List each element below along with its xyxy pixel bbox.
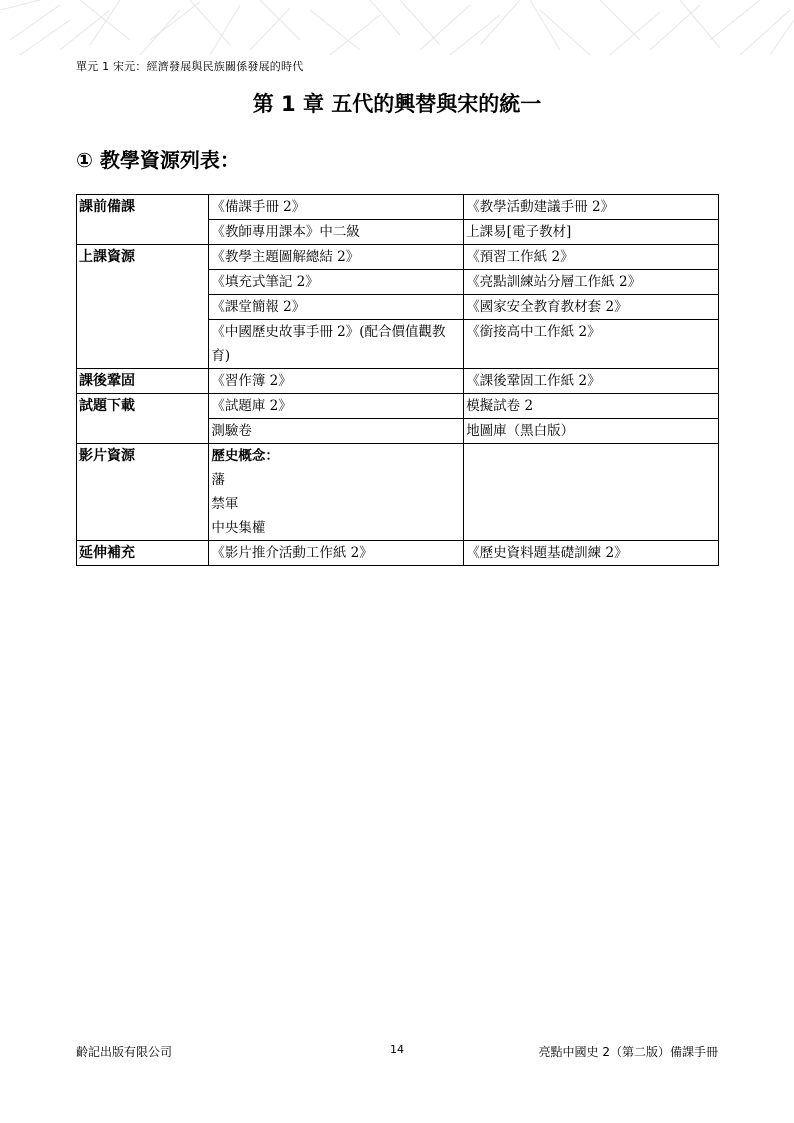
resource-cell: 《備課手冊 2》 (209, 195, 464, 220)
category-cell: 延伸補充 (77, 541, 209, 566)
table-row (77, 444, 719, 541)
unit-header: 單元 1 宋元：經濟發展與民族關係發展的時代 (76, 60, 304, 73)
resource-cell: 《中國歷史故事手冊 2》(配合價值觀教育) (209, 320, 464, 369)
resource-cell: 《銜接高中工作紙 2》 (464, 320, 719, 369)
concept-cell (209, 444, 464, 541)
resource-cell: 模擬試卷 2 (464, 394, 719, 419)
resource-cell: 《試題庫 2》 (209, 394, 464, 419)
concept-heading: 歷史概念： (211, 448, 279, 464)
footer-publisher: 齡記出版有限公司 (76, 1045, 173, 1059)
resource-cell: 《課後鞏固工作紙 2》 (464, 369, 719, 394)
concept-item: 藩 (211, 472, 225, 488)
resource-cell: 《課堂簡報 2》 (209, 295, 464, 320)
resource-cell: 《影片推介活動工作紙 2》 (209, 541, 464, 566)
concept-item: 禁軍 (211, 496, 239, 512)
footer-book-title: 亮點中國史 2（第二版）備課手冊 (538, 1045, 718, 1059)
resource-cell: 《預習工作紙 2》 (464, 245, 719, 270)
header-decoration (0, 0, 794, 60)
table-row (77, 245, 719, 270)
resource-cell: 地圖庫（黑白版） (464, 419, 719, 444)
resource-cell: 《國家安全教育教材套 2》 (464, 295, 719, 320)
category-cell: 上課資源 (77, 245, 209, 369)
page-number: 14 (390, 1043, 404, 1056)
category-cell: 課前備課 (77, 195, 209, 245)
concept-item: 中央集權 (211, 520, 266, 536)
category-cell: 課後鞏固 (77, 369, 209, 394)
table-row (77, 541, 719, 566)
resource-cell: 《填充式筆記 2》 (209, 270, 464, 295)
resource-table (76, 194, 719, 566)
table-row (77, 394, 719, 419)
resource-cell: 測驗卷 (209, 419, 464, 444)
section-title: ① 教學資源列表： (76, 148, 240, 172)
empty-cell (464, 444, 719, 541)
table-row (77, 369, 719, 394)
category-cell: 影片資源 (77, 444, 209, 541)
resource-cell: 《教學主題圖解總結 2》 (209, 245, 464, 270)
resource-cell: 《教師專用課本》中二級 (209, 220, 464, 245)
chapter-title: 第 1 章 五代的興替與宋的統一 (252, 92, 542, 116)
resource-cell: 《亮點訓練站分層工作紙 2》 (464, 270, 719, 295)
resource-cell: 《習作簿 2》 (209, 369, 464, 394)
resource-cell: 上課易[電子教材] (464, 220, 719, 245)
resource-cell: 《教學活動建議手冊 2》 (464, 195, 719, 220)
category-cell: 試題下載 (77, 394, 209, 444)
resource-cell: 《歷史資料題基礎訓練 2》 (464, 541, 719, 566)
table-row (77, 195, 719, 220)
